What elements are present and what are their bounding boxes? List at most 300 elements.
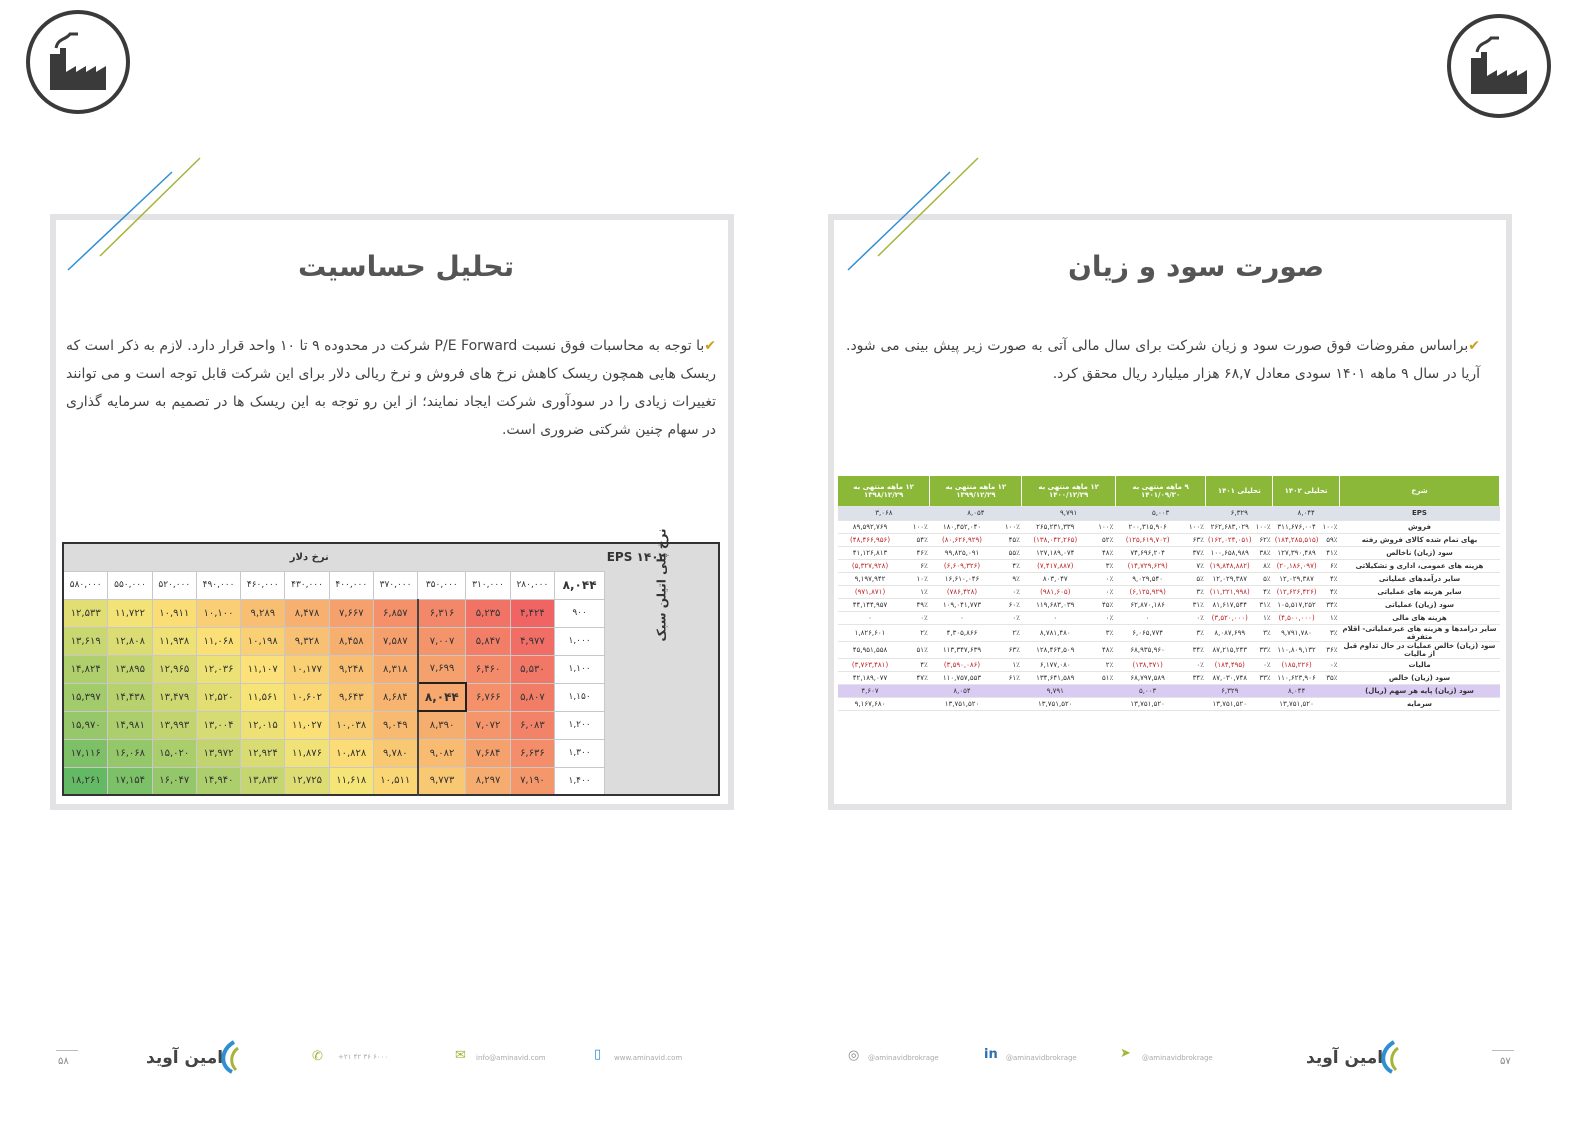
income-pct: ۱۰٪ [902, 572, 930, 585]
income-pct [1320, 697, 1339, 710]
income-value: (۱۲,۶۲۶,۴۲۶) [1273, 585, 1321, 598]
footer-linkedin[interactable]: @aminavidbrokrage [1006, 1054, 1077, 1062]
income-pct: ۳۳٪ [1254, 641, 1273, 658]
income-pct: ۰٪ [994, 611, 1022, 624]
income-pct [1254, 684, 1273, 697]
income-value: ۸۰۳,۰۴۷ [1022, 572, 1089, 585]
income-pct: ۴٪ [994, 559, 1022, 572]
page-number: ۵۸ [58, 1056, 69, 1067]
income-pct: ۶۳٪ [994, 641, 1022, 658]
income-row-label: فروش [1340, 520, 1500, 533]
income-value: (۱۶۲,۰۲۴,۰۵۱) [1206, 533, 1254, 546]
sensitivity-cell: ۱۱,۰۲۷ [285, 711, 329, 739]
income-value: ۱۳۴,۶۴۱,۵۸۹ [1022, 671, 1089, 684]
income-value: (۱۱,۲۲۱,۹۹۸) [1206, 585, 1254, 598]
income-value: ۱,۸۲۶,۶۰۱ [838, 624, 902, 641]
income-value: ۸۷,۲۱۵,۲۴۳ [1206, 641, 1254, 658]
income-pct: ۳۱٪ [1180, 598, 1206, 611]
sensitivity-cell: ۱۲,۹۶۵ [152, 655, 196, 683]
income-pct: ۵۴٪ [902, 533, 930, 546]
sensitivity-cell: ۱۲,۹۲۴ [241, 739, 285, 767]
income-pct: ۳۴٪ [1320, 598, 1339, 611]
income-value: ۶,۳۲۹ [1206, 684, 1254, 697]
income-pct: ۶۰٪ [994, 598, 1022, 611]
income-pct: ۶۱٪ [994, 671, 1022, 684]
income-row [838, 611, 1500, 624]
income-pct: ۳۱٪ [1254, 598, 1273, 611]
income-pct: ۳٪ [1320, 624, 1339, 641]
income-pct: ۰٪ [994, 585, 1022, 598]
factory-logo-left [26, 10, 130, 114]
income-value: (۱۴,۷۲۹,۶۲۹) [1115, 559, 1180, 572]
page-number: ۵۷ [1500, 1056, 1511, 1067]
income-pct: ۱۰۰٪ [902, 520, 930, 533]
sensitivity-cell: ۸,۴۵۸ [329, 627, 373, 655]
income-value: ۲۶۵,۲۳۱,۳۳۹ [1022, 520, 1089, 533]
income-value: ۴۲,۱۸۹,۰۷۷ [838, 671, 902, 684]
income-pct: ۴۸٪ [1089, 641, 1116, 658]
dollar-rate-header: ۴۶۰,۰۰۰ [241, 571, 285, 599]
telegram-icon: ➤ [1120, 1046, 1131, 1061]
income-row-label: سرمایه [1340, 697, 1500, 710]
income-value: ۸,۰۸۷,۶۹۹ [1206, 624, 1254, 641]
income-pct: ۵٪ [1180, 572, 1206, 585]
income-pct: ۱۰۰٪ [1320, 520, 1339, 533]
income-row-label: سود (زیان) ناخالص [1340, 546, 1500, 559]
income-pct: ۸٪ [1254, 559, 1273, 572]
eps-value: ۹,۷۹۱ [1022, 506, 1115, 520]
income-pct: ۳۴٪ [1180, 671, 1206, 684]
sensitivity-cell: ۷,۱۹۰ [510, 767, 554, 795]
sensitivity-cell: ۱۲,۵۲۰ [196, 683, 240, 711]
income-pct: ۰٪ [1180, 611, 1206, 624]
income-value: ۹,۱۶۷,۶۸۰ [838, 697, 902, 710]
income-value: (۳,۷۶۳,۴۸۱) [838, 658, 902, 671]
income-value: (۴,۵۰۰,۰۰۰) [1273, 611, 1321, 624]
footer-telegram[interactable]: @aminavidbrokrage [1142, 1054, 1213, 1062]
income-value: ۹,۰۲۹,۵۴۰ [1115, 572, 1180, 585]
income-pct: ۳۵٪ [1320, 671, 1339, 684]
income-value: ۱۰۹,۰۴۱,۷۷۳ [930, 598, 994, 611]
income-row-label: سایر درامدها و هزینه های غیرعملیاتی- اقلام متفرقه [1340, 624, 1500, 641]
sensitivity-cell: ۱۴,۹۸۱ [108, 711, 152, 739]
income-value: (۹۸۱,۶۰۵) [1022, 585, 1089, 598]
sensitivity-cell: ۱۱,۱۰۷ [241, 655, 285, 683]
income-pct: ۶۳٪ [1180, 533, 1206, 546]
income-pct: ۵۲٪ [1089, 533, 1116, 546]
income-pct: ۳٪ [1254, 624, 1273, 641]
sensitivity-cell: ۹,۶۴۳ [329, 683, 373, 711]
income-value: (۱۲۵,۶۱۹,۷۰۲) [1115, 533, 1180, 546]
income-pct: ۶۲٪ [1254, 533, 1273, 546]
income-pct: ۳۸٪ [1254, 546, 1273, 559]
income-value: (۱۸۴,۴۹۵) [1206, 658, 1254, 671]
income-value: ۱۳,۷۵۱,۵۲۰ [1206, 697, 1254, 710]
income-value: ۴۱,۱۲۶,۸۱۳ [838, 546, 902, 559]
sensitivity-title-row [63, 543, 719, 571]
sensitivity-table [62, 528, 720, 796]
income-header-cell: تحلیلی ۱۴۰۲ [1273, 476, 1340, 506]
sensitivity-cell: ۵,۸۰۷ [510, 683, 554, 711]
income-pct: ۴٪ [1254, 585, 1273, 598]
sensitivity-table-wrap [62, 528, 720, 796]
income-value: ۲۰۰,۳۱۵,۹۰۶ [1115, 520, 1180, 533]
instagram-icon: ◎ [848, 1048, 860, 1063]
income-value: (۱۹,۸۴۸,۸۸۲) [1206, 559, 1254, 572]
page-number-line [1492, 1050, 1514, 1051]
income-value: ۱۲۷,۳۹۰,۴۸۹ [1273, 546, 1321, 559]
income-value: ۱۱۰,۸۰۹,۱۳۲ [1273, 641, 1321, 658]
income-header-row [838, 476, 1500, 506]
income-row-label: مالیات [1340, 658, 1500, 671]
eps-row [838, 506, 1500, 520]
income-header-cell: ۱۲ ماهه منتهی به ۱۳۹۹/۱۲/۲۹ [930, 476, 1022, 506]
income-value: ۱۲,۰۲۹,۳۸۷ [1273, 572, 1321, 585]
sensitivity-cell: ۱۲,۰۱۵ [241, 711, 285, 739]
sensitivity-cell: ۸,۳۹۰ [418, 711, 466, 739]
page-title: تحلیل حساسیت [298, 250, 515, 283]
sensitivity-cell: ۶,۶۳۶ [510, 739, 554, 767]
income-pct: ۶٪ [902, 559, 930, 572]
sensitivity-cell: ۵,۲۳۵ [466, 599, 510, 627]
income-value: ۱۱۹,۶۸۳,۰۳۹ [1022, 598, 1089, 611]
income-pct: ۵۱٪ [1089, 671, 1116, 684]
income-row [838, 585, 1500, 598]
income-value: ۹,۷۹۱,۷۸۰ [1273, 624, 1321, 641]
sensitivity-cell: ۴,۹۷۷ [510, 627, 554, 655]
dollar-rate-header: ۵۲۰,۰۰۰ [152, 571, 196, 599]
income-pct: ۰٪ [1089, 585, 1116, 598]
income-row [838, 520, 1500, 533]
sensitivity-cell: ۹,۷۷۳ [418, 767, 466, 795]
income-value: (۱۳۸,۳۷۱) [1115, 658, 1180, 671]
check-icon: ✔ [704, 338, 717, 354]
sensitivity-cell: ۱۳,۸۳۳ [241, 767, 285, 795]
income-row-label: سود (زیان) خالص عملیات در حال تداوم قبل از مالیات [1340, 641, 1500, 658]
income-value: ۴,۳۰۵,۸۶۶ [930, 624, 994, 641]
sensitivity-cell: ۵,۸۴۷ [466, 627, 510, 655]
sensitivity-header-row [63, 571, 719, 599]
income-pct: ۴٪ [1320, 572, 1339, 585]
income-value: ۸۷,۰۳۰,۷۴۸ [1206, 671, 1254, 684]
income-pct: ۴٪ [1320, 585, 1339, 598]
income-value: ۸۱,۶۱۷,۵۴۴ [1206, 598, 1254, 611]
income-table-wrap [838, 476, 1500, 746]
income-row-label: هزینه های عمومی، اداری و تشکیلاتی [1340, 559, 1500, 572]
income-value: ۶,۰۶۵,۷۷۴ [1115, 624, 1180, 641]
sensitivity-cell: ۱۳,۴۷۹ [152, 683, 196, 711]
income-pct: ۱٪ [902, 585, 930, 598]
base-eps-cell: ۸,۰۴۴ [555, 571, 605, 599]
income-pct: ۰٪ [902, 611, 930, 624]
income-pct [902, 684, 930, 697]
income-pct [1320, 684, 1339, 697]
brand-name: امین آوید [146, 1048, 224, 1068]
income-pct: ۵۹٪ [1320, 533, 1339, 546]
sensitivity-cell: ۹,۲۴۸ [329, 655, 373, 683]
income-row-label: سایر هزینه های عملیاتی [1340, 585, 1500, 598]
eps-value: ۸,۰۵۴ [930, 506, 1022, 520]
sensitivity-cell: ۱۶,۰۴۷ [152, 767, 196, 795]
income-row [838, 658, 1500, 671]
income-pct: ۹٪ [994, 572, 1022, 585]
sensitivity-row [63, 711, 719, 739]
income-value: ۹۹,۸۲۵,۰۹۱ [930, 546, 994, 559]
income-value: ۱۲۸,۴۶۴,۵۰۹ [1022, 641, 1089, 658]
pe-rate-label: ۱,۱۵۰ [555, 683, 605, 711]
income-value: ۸,۰۴۴ [1273, 684, 1321, 697]
dollar-rate-header: ۴۳۰,۰۰۰ [285, 571, 329, 599]
sensitivity-cell: ۱۱,۸۷۶ [285, 739, 329, 767]
income-value: ۱۲,۰۲۹,۳۸۷ [1206, 572, 1254, 585]
income-value: ۸۹,۵۹۲,۷۶۹ [838, 520, 902, 533]
income-pct: ۲٪ [994, 624, 1022, 641]
sensitivity-cell: ۹,۰۸۲ [418, 739, 466, 767]
factory-icon [1465, 32, 1533, 100]
sensitivity-cell: ۹,۰۴۹ [373, 711, 417, 739]
sensitivity-cell: ۹,۲۸۹ [241, 599, 285, 627]
eps-row-label: EPS [1340, 506, 1500, 520]
income-value: ۶,۱۷۷,۰۸۰ [1022, 658, 1089, 671]
income-value: ۸,۷۸۱,۴۸۰ [1022, 624, 1089, 641]
eps-value: ۸,۰۴۴ [1273, 506, 1340, 520]
sensitivity-row [63, 627, 719, 655]
income-row [838, 684, 1500, 697]
income-pct: ۲٪ [902, 624, 930, 641]
income-pct [1180, 684, 1206, 697]
pe-rate-label: ۱,۰۰۰ [555, 627, 605, 655]
income-value: ۱۶,۶۱۰,۰۴۶ [930, 572, 994, 585]
income-value: ۰ [1115, 611, 1180, 624]
sensitivity-cell: ۱۸,۲۶۱ [63, 767, 108, 795]
sensitivity-cell: ۱۰,۱۰۰ [196, 599, 240, 627]
sensitivity-cell: ۱۰,۹۱۱ [152, 599, 196, 627]
dollar-rate-header: ۳۷۰,۰۰۰ [373, 571, 417, 599]
income-pct: ۱٪ [994, 658, 1022, 671]
sensitivity-cell: ۱۰,۱۷۷ [285, 655, 329, 683]
income-pct: ۳٪ [1089, 624, 1116, 641]
footer-email[interactable]: info@aminavid.com [476, 1054, 546, 1062]
income-pct: ۳۳٪ [1254, 671, 1273, 684]
income-row [838, 641, 1500, 658]
income-pct: ۱٪ [1254, 611, 1273, 624]
income-value: ۱۳,۷۵۱,۵۲۰ [1022, 697, 1089, 710]
income-pct: ۲٪ [1089, 658, 1116, 671]
sensitivity-cell: ۱۵,۹۷۰ [63, 711, 108, 739]
income-value: ۰ [930, 611, 994, 624]
income-pct: ۴۸٪ [1089, 546, 1116, 559]
income-pct: ۳۴٪ [1180, 641, 1206, 658]
sensitivity-cell: ۸,۶۸۴ [373, 683, 417, 711]
income-pct: ۱۰۰٪ [1089, 520, 1116, 533]
sensitivity-cell: ۱۳,۶۱۹ [63, 627, 108, 655]
income-row [838, 572, 1500, 585]
income-row-label: بهای تمام شده کالای فروش رفته [1340, 533, 1500, 546]
income-value: ۷۴,۶۹۶,۲۰۴ [1115, 546, 1180, 559]
income-pct: ۵۱٪ [902, 641, 930, 658]
dollar-rate-header: ۵۸۰,۰۰۰ [63, 571, 108, 599]
sensitivity-cell: ۱۶,۰۶۸ [108, 739, 152, 767]
sensitivity-cell: ۱۳,۰۰۴ [196, 711, 240, 739]
income-value: (۷۸۶,۴۲۸) [930, 585, 994, 598]
income-header-cell: ۱۲ ماهه منتهی به ۱۳۹۸/۱۲/۲۹ [838, 476, 930, 506]
sensitivity-cell: ۱۴,۸۲۴ [63, 655, 108, 683]
income-pct [1254, 697, 1273, 710]
dollar-rate-header: ۵۵۰,۰۰۰ [108, 571, 152, 599]
income-paragraph [846, 332, 1480, 388]
factory-icon [44, 28, 112, 96]
sensitivity-row [63, 683, 719, 711]
sensitivity-cell: ۶,۴۶۰ [466, 655, 510, 683]
income-value: ۱۱۰,۷۵۷,۵۵۳ [930, 671, 994, 684]
income-header-cell: ۹ ماهه منتهی به ۱۴۰۱/۰۹/۳۰ [1115, 476, 1206, 506]
income-pct: ۴٪ [902, 658, 930, 671]
income-value: ۶۲,۸۷۰,۱۸۶ [1115, 598, 1180, 611]
paragraph-text: با توجه به محاسبات فوق نسبت P/E Forward شرکت در محدوده ۹ تا ۱۰ واحد قرار دارد. لازم به ذکر است که ریسک هایی همچون ریسک کاهش نرخ های فروش و نرخ ریالی دلار برای این شرکت قابل توجه است و می توانند تغییرات زیادی را در سودآوری شرکت ایجاد نمایند؛ از این رو توجه به این ریسک ها در تصمیم به سرمایه گذاری در سهام چنین شرکتی ضروری است. [66, 338, 716, 438]
income-value: ۱۳,۷۵۱,۵۲۰ [930, 697, 994, 710]
income-row [838, 559, 1500, 572]
footer-instagram[interactable]: @aminavidbrokrage [868, 1054, 939, 1062]
income-value: ۱۳,۷۵۱,۵۲۰ [1273, 697, 1321, 710]
income-value: ۱۱۰,۶۲۳,۹۰۶ [1273, 671, 1321, 684]
income-pct [1089, 697, 1116, 710]
sensitivity-cell: ۱۰,۸۲۸ [329, 739, 373, 767]
sensitivity-cell: ۱۳,۹۷۲ [196, 739, 240, 767]
income-pct: ۳۶٪ [1320, 641, 1339, 658]
sensitivity-cell: ۸,۲۹۷ [466, 767, 510, 795]
income-pct: ۰٪ [1320, 658, 1339, 671]
sensitivity-row [63, 599, 719, 627]
income-header-cell: تحلیلی ۱۴۰۱ [1206, 476, 1273, 506]
income-value: ۹,۱۹۷,۹۴۲ [838, 572, 902, 585]
dollar-rate-header: ۳۵۰,۰۰۰ [418, 571, 466, 599]
dollar-rate-header: ۴۹۰,۰۰۰ [196, 571, 240, 599]
decorative-lines-right [846, 156, 986, 274]
pe-rate-label: ۱,۲۰۰ [555, 711, 605, 739]
eps-label: EPS ۱۴۰۲ [555, 543, 719, 571]
income-value: (۹۷۱,۸۷۱) [838, 585, 902, 598]
sensitivity-cell: ۱۱,۶۱۸ [329, 767, 373, 795]
mouse-icon: ▯ [594, 1047, 602, 1062]
income-pct: ۳٪ [1180, 624, 1206, 641]
income-value: ۱۸۰,۴۵۲,۰۴۰ [930, 520, 994, 533]
income-value: ۵,۰۰۳ [1115, 684, 1180, 697]
pe-rate-label: ۱,۴۰۰ [555, 767, 605, 795]
income-row [838, 598, 1500, 611]
sensitivity-cell: ۹,۷۸۰ [373, 739, 417, 767]
income-pct: ۳٪ [1180, 585, 1206, 598]
sensitivity-cell: ۷,۰۷۲ [466, 711, 510, 739]
sensitivity-cell: ۷,۶۶۷ [329, 599, 373, 627]
income-header-cell: شرح [1340, 476, 1500, 506]
linkedin-icon: in [984, 1047, 998, 1062]
check-icon: ✔ [1468, 338, 1480, 354]
income-value: (۸۰,۶۲۶,۹۲۹) [930, 533, 994, 546]
sensitivity-cell: ۴,۴۲۴ [510, 599, 554, 627]
income-value: ۱۰۵,۵۱۷,۲۵۲ [1273, 598, 1321, 611]
sensitivity-cell: ۷,۰۰۷ [418, 627, 466, 655]
income-row-label: سود (زیان) عملیاتی [1340, 598, 1500, 611]
sensitivity-cell: ۱۰,۵۱۱ [373, 767, 417, 795]
sensitivity-paragraph [66, 332, 716, 444]
sensitivity-cell: ۱۲,۵۳۳ [63, 599, 108, 627]
income-row-label: هزینه های مالی [1340, 611, 1500, 624]
footer-phone: +۲۱ ۴۲ ۳۶ ۶۰۰۰ [338, 1053, 389, 1061]
income-value: ۹,۷۹۱ [1022, 684, 1089, 697]
income-pct [902, 697, 930, 710]
income-value: (۶,۶۰۹,۳۲۶) [930, 559, 994, 572]
sensitivity-cell: ۱۵,۳۹۷ [63, 683, 108, 711]
sensitivity-cell: ۶,۳۱۶ [418, 599, 466, 627]
income-pct: ۵٪ [1254, 572, 1273, 585]
income-pct: ۱۰۰٪ [1180, 520, 1206, 533]
income-row [838, 671, 1500, 684]
sensitivity-cell: ۱۱,۹۳۸ [152, 627, 196, 655]
income-header-cell: ۱۲ ماهه منتهی به ۱۴۰۰/۱۲/۲۹ [1022, 476, 1115, 506]
pe-rate-label: ۱,۳۰۰ [555, 739, 605, 767]
income-row-label: سایر درآمدهای عملیاتی [1340, 572, 1500, 585]
brand-name: امین آوید [1306, 1048, 1384, 1068]
sensitivity-cell: ۵,۵۳۰ [510, 655, 554, 683]
brand-logo-icon [1372, 1040, 1404, 1074]
income-pct: ۰٪ [1180, 658, 1206, 671]
sensitivity-row [63, 739, 719, 767]
sensitivity-row [63, 655, 719, 683]
income-value: (۶,۱۲۵,۹۲۹) [1115, 585, 1180, 598]
eps-value: ۶,۳۲۹ [1206, 506, 1273, 520]
sensitivity-cell: ۱۱,۵۶۱ [241, 683, 285, 711]
sensitivity-cell: ۱۳,۸۹۵ [108, 655, 152, 683]
income-row [838, 546, 1500, 559]
income-value: ۶۸,۷۹۷,۵۸۹ [1115, 671, 1180, 684]
paragraph-text: براساس مفروضات فوق صورت سود و زیان شرکت برای سال مالی آتی به صورت زیر پیش بینی می شود. آریا در سال ۹ ماهه ۱۴۰۱ سودی معادل ۶۸,۷ هزار میلیارد ریال محقق کرد. [846, 338, 1480, 382]
col-axis-label: نرخ دلار [63, 543, 555, 571]
income-value: ۴۵,۹۵۱,۵۵۸ [838, 641, 902, 658]
sensitivity-cell: ۱۴,۹۴۰ [196, 767, 240, 795]
sensitivity-cell: ۸,۰۴۴ [418, 683, 466, 711]
sensitivity-cell: ۷,۶۹۹ [418, 655, 466, 683]
footer-web[interactable]: www.aminavid.com [614, 1054, 683, 1062]
income-pct [994, 697, 1022, 710]
dollar-rate-header: ۲۸۰,۰۰۰ [510, 571, 554, 599]
sensitivity-cell: ۶,۸۵۷ [373, 599, 417, 627]
dollar-rate-header: ۳۱۰,۰۰۰ [466, 571, 510, 599]
brand-logo-icon [212, 1040, 244, 1074]
income-pct: ۷٪ [1180, 559, 1206, 572]
sensitivity-cell: ۱۲,۰۳۶ [196, 655, 240, 683]
income-value: ۸,۰۵۴ [930, 684, 994, 697]
income-value: ۲۶۲,۶۸۳,۰۲۹ [1206, 520, 1254, 533]
sensitivity-row [63, 767, 719, 795]
sensitivity-cell: ۷,۵۸۷ [373, 627, 417, 655]
income-value: ۱۲۷,۱۸۹,۰۷۴ [1022, 546, 1089, 559]
income-row [838, 697, 1500, 710]
income-pct: ۴۶٪ [902, 546, 930, 559]
sensitivity-cell: ۱۰,۱۹۸ [241, 627, 285, 655]
income-value: (۲۰,۱۸۶,۰۹۷) [1273, 559, 1321, 572]
income-pct: ۴۱٪ [1320, 546, 1339, 559]
pe-rate-label: ۱,۱۰۰ [555, 655, 605, 683]
sensitivity-cell: ۱۷,۱۵۴ [108, 767, 152, 795]
income-value: (۱۸۵,۲۲۶) [1273, 658, 1321, 671]
income-row [838, 624, 1500, 641]
income-pct [994, 684, 1022, 697]
income-pct: ۵۵٪ [994, 546, 1022, 559]
sensitivity-cell: ۱۲,۷۲۵ [285, 767, 329, 795]
sensitivity-cell: ۹,۳۲۸ [285, 627, 329, 655]
income-pct: ۰٪ [1254, 658, 1273, 671]
income-pct: ۴۵٪ [1089, 598, 1116, 611]
